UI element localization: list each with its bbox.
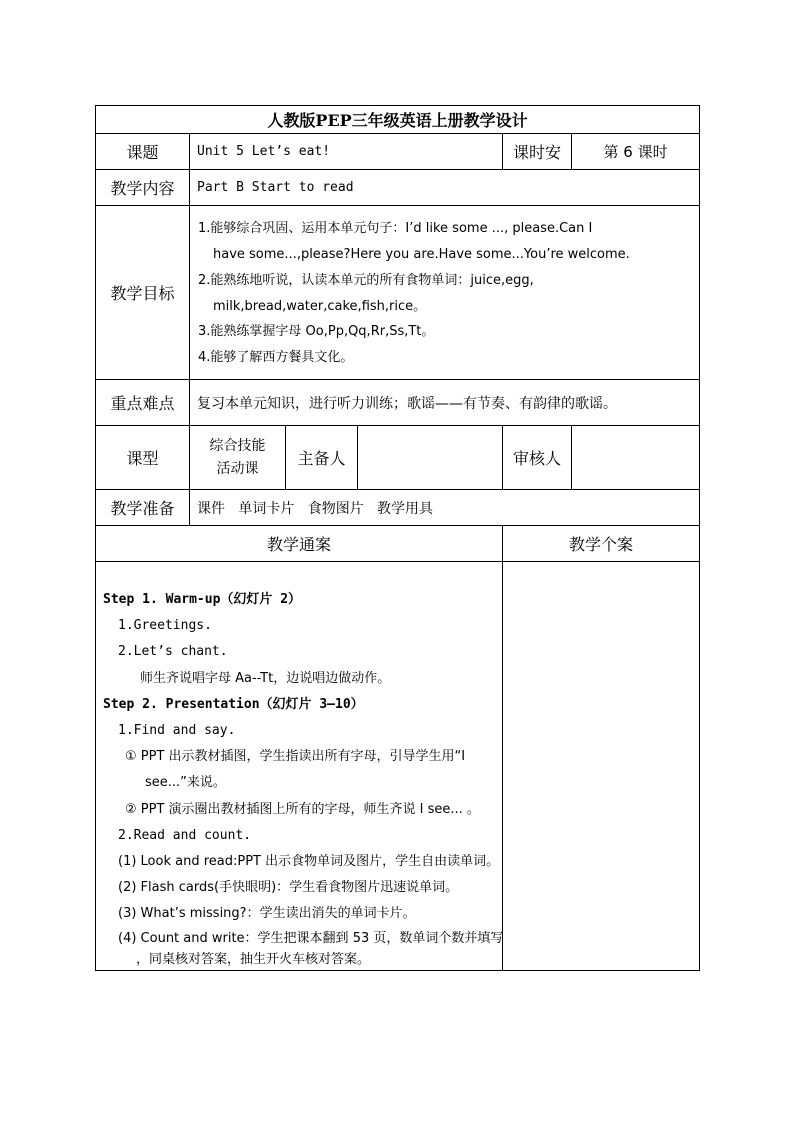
key-points-label: 重点难点 — [96, 380, 190, 426]
preparation-label: 教学准备 — [96, 490, 190, 526]
common-plan-header: 教学通案 — [96, 526, 503, 562]
goal-line: 3.能熟练掌握字母 Oo,Pp,Qq,Rr,Ss,Tt。 — [198, 324, 435, 340]
plan-line: 1.Greetings. — [118, 618, 212, 634]
goal-line: milk,bread,water,cake,fish,rice。 — [213, 298, 427, 314]
goal-line: 1.能够综合巩固、运用本单元句子：I’d like some ..., please.Can I — [198, 221, 593, 237]
plan-line: (2) Flash cards(手快眼明)：学生看食物图片迅速说单词。 — [118, 880, 459, 896]
plan-step-heading: Step 2. Presentation（幻灯片 3—10） — [103, 696, 364, 712]
plan-line: ，同桌核对答案，抽生开火车核对答案。 — [136, 951, 371, 967]
personal-plan-body — [503, 562, 700, 971]
hours-label: 课时安 — [503, 134, 572, 170]
content-value: Part B Start to read — [190, 170, 700, 206]
hours-value: 第 6 课时 — [572, 134, 700, 170]
reviewer-label: 审核人 — [503, 426, 572, 490]
plan-line: 师生齐说唱字母 Aa--Tt，边说唱边做动作。 — [140, 670, 391, 686]
lesson-plan-table — [95, 105, 700, 971]
lesson-plan-sheet — [95, 105, 699, 973]
lesson-type-label: 课型 — [96, 426, 190, 490]
lesson-type-line: 综合技能 — [209, 437, 266, 454]
goals-cell — [190, 206, 700, 380]
preparer-value — [358, 426, 503, 490]
goal-line: have some...,please?Here you are.Have some...You’re welcome. — [213, 246, 630, 262]
topic-label: 课题 — [96, 134, 190, 170]
preparer-label: 主备人 — [286, 426, 358, 490]
plan-line: (4) Count and write：学生把课本翻到 53 页，数单词个数并填写 — [118, 930, 504, 946]
plan-line: (1) Look and read:PPT 出示食物单词及图片，学生自由读单词。 — [118, 854, 500, 870]
goals-label: 教学目标 — [96, 206, 190, 380]
plan-line: ② PPT 演示圈出教材插图上所有的字母，师生齐说 I see... 。 — [125, 801, 480, 817]
plan-line: 2.Let’s chant. — [118, 644, 228, 660]
plan-line: see...”来说。 — [145, 775, 226, 791]
plan-line: (3) What’s missing?：学生读出消失的单词卡片。 — [118, 906, 416, 922]
common-plan-body — [96, 562, 503, 971]
plan-step-heading: Step 1. Warm-up（幻灯片 2） — [103, 592, 302, 607]
document-title: 人教版PEP三年级英语上册教学设计 — [96, 106, 700, 134]
plan-line: 2.Read and count. — [118, 827, 252, 843]
goal-line: 2.能熟练地听说，认读本单元的所有食物单词：juice,egg, — [198, 272, 534, 288]
lesson-type-line: 活动课 — [216, 460, 259, 477]
plan-line: 1.Find and say. — [118, 723, 236, 739]
lesson-type-value — [190, 426, 286, 490]
reviewer-value — [572, 426, 700, 490]
key-points-value: 复习本单元知识，进行听力训练；歌谣——有节奏、有韵律的歌谣。 — [190, 380, 700, 426]
personal-plan-header: 教学个案 — [503, 526, 700, 562]
goal-line: 4.能够了解西方餐具文化。 — [198, 350, 354, 366]
plan-line: ① PPT 出示教材插图，学生指读出所有字母，引导学生用“I — [125, 749, 466, 765]
content-label: 教学内容 — [96, 170, 190, 206]
preparation-value: 课件 单词卡片 食物图片 教学用具 — [190, 490, 700, 526]
topic-value: Unit 5 Let’s eat! — [190, 134, 503, 170]
